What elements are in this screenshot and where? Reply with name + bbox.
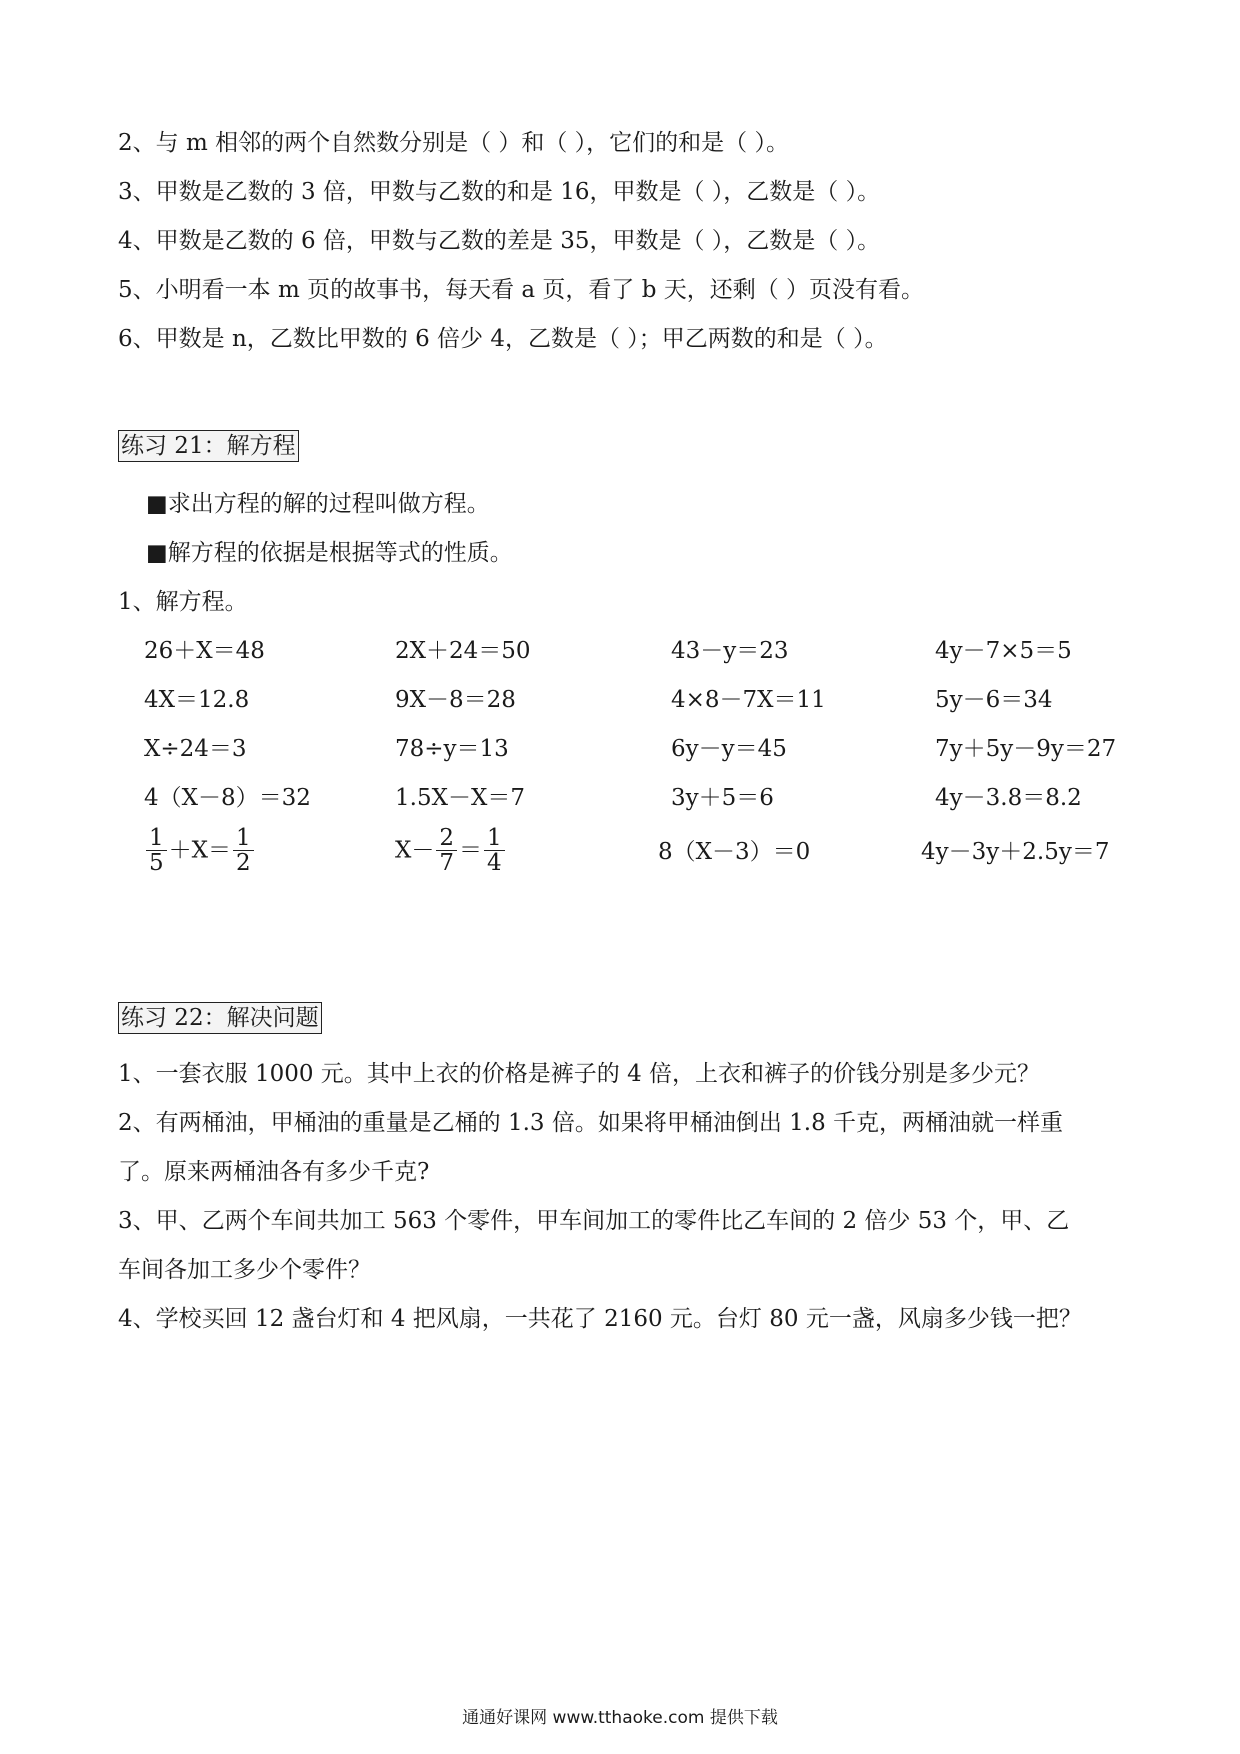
problem-3-continued: 车间各加工多少个零件？ xyxy=(118,1257,371,1283)
equation: 6y－y＝45 xyxy=(671,736,787,762)
equation-text: ＝ xyxy=(459,837,483,864)
denominator: 5 xyxy=(149,850,164,876)
equation: 78÷y＝13 xyxy=(395,736,509,762)
solve-task: 1、解方程。 xyxy=(118,589,248,615)
problem-4: 4、学校买回 12 盏台灯和 4 把风扇，一共花了 2160 元。台灯 80 元一盏，风扇多少钱一把？ xyxy=(118,1306,1082,1332)
problem-2-continued: 了。原来两桶油各有多少千克? xyxy=(118,1159,430,1185)
equation: 4y－7×5＝5 xyxy=(935,638,1072,664)
numerator: 1 xyxy=(233,826,254,851)
equation: 4（X－8）＝32 xyxy=(144,785,311,811)
equation-text: X－ xyxy=(395,837,435,864)
problem-2: 2、有两桶油，甲桶油的重量是乙桶的 1.3 倍。如果将甲桶油倒出 1.8 千克，两桶油就一样重 xyxy=(118,1110,1064,1136)
equation: 1.5X－X＝7 xyxy=(395,785,525,811)
denominator: 7 xyxy=(439,850,455,876)
section-21-title: 练习 21：解方程 xyxy=(118,430,299,462)
equation: 5y－6＝34 xyxy=(935,687,1053,713)
fraction xyxy=(484,826,505,875)
equation: 3y＋5＝6 xyxy=(671,785,774,811)
equation: 7y＋5y－9y＝27 xyxy=(935,736,1117,762)
footer-download-note: 通通好课网 www.tthaoke.com 提供下载 xyxy=(462,1708,778,1728)
numerator: 1 xyxy=(484,826,505,851)
fraction xyxy=(233,826,254,875)
equation: 2X＋24＝50 xyxy=(395,638,531,664)
equation: 8（X－3）＝0 xyxy=(658,839,811,865)
section-22-title: 练习 22：解决问题 xyxy=(118,1002,322,1034)
problem-3: 3、甲、乙两个车间共加工 563 个零件，甲车间加工的零件比乙车间的 2 倍少 53 个，甲、乙 xyxy=(118,1208,1070,1234)
equation: 9X－8＝28 xyxy=(395,687,516,713)
problem-1: 1、一套衣服 1000 元。其中上衣的价格是裤子的 4 倍，上衣和裤子的价钱分别是多少元？ xyxy=(118,1061,1041,1087)
bullet-definition: ■求出方程的解的过程叫做方程。 xyxy=(146,491,490,517)
equation: 4y－3.8＝8.2 xyxy=(935,785,1082,811)
numerator: 1 xyxy=(146,826,167,851)
equation: X÷24＝3 xyxy=(144,736,247,762)
denominator: 4 xyxy=(487,850,502,876)
fraction xyxy=(146,826,167,875)
equation: 43－y＝23 xyxy=(671,638,789,664)
equation: 26＋X＝48 xyxy=(144,638,265,664)
denominator: 2 xyxy=(236,850,251,876)
equation: 4×8－7X＝11 xyxy=(671,687,826,713)
fraction xyxy=(436,826,457,875)
equation: 4X＝12.8 xyxy=(144,687,250,713)
equation-text: ＋X＝ xyxy=(168,837,232,864)
question-3: 3、甲数是乙数的 3 倍，甲数与乙数的和是 16，甲数是（ ），乙数是（ ）。 xyxy=(118,179,881,205)
bullet-basis: ■解方程的依据是根据等式的性质。 xyxy=(146,540,513,566)
equation: 4y－3y＋2.5y＝7 xyxy=(921,839,1110,865)
question-6: 6、甲数是 n，乙数比甲数的 6 倍少 4，乙数是（ ）；甲乙两数的和是（ ）。 xyxy=(118,326,888,352)
question-4: 4、甲数是乙数的 6 倍，甲数与乙数的差是 35，甲数是（ ），乙数是（ ）。 xyxy=(118,228,881,254)
numerator: 2 xyxy=(436,826,457,851)
question-5: 5、小明看一本 m 页的故事书，每天看 a 页，看了 b 天，还剩（ ）页没有看。 xyxy=(118,277,925,303)
fraction-equation-2 xyxy=(395,826,507,875)
question-2: 2、与 m 相邻的两个自然数分别是（ ）和（ ），它们的和是（ ）。 xyxy=(118,130,789,156)
fraction-equation-1 xyxy=(144,826,256,875)
